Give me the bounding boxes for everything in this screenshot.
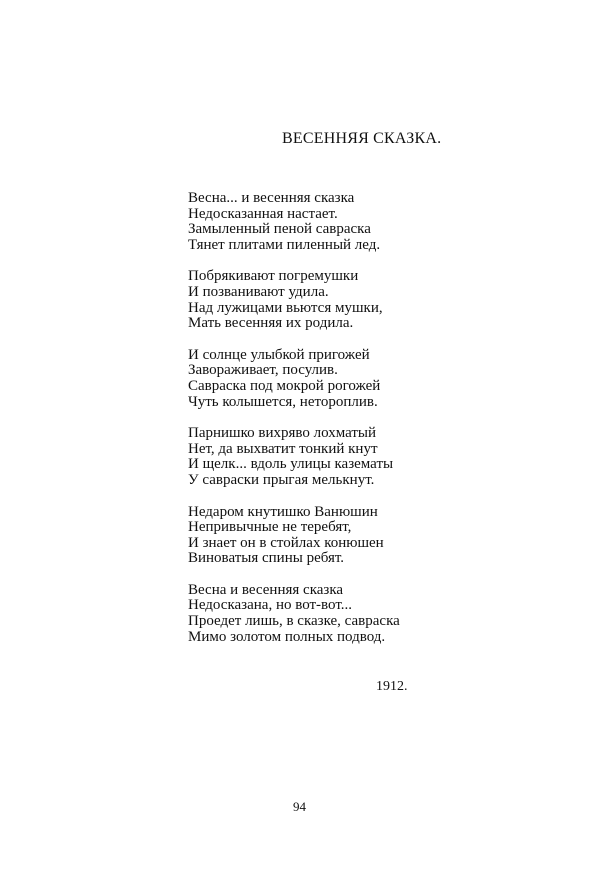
poem-line: У савраски прыгая мелькнут. — [188, 471, 375, 488]
poem-line: Завораживает, посулив. — [188, 362, 338, 379]
poem-line: И позванивают удила. — [188, 283, 329, 300]
poem-line: Тянет плитами пиленный лед. — [188, 236, 381, 253]
poem-line: И солнце улыбкой пригожей — [188, 346, 370, 363]
poem-line: Савраска под мокрой рогожей — [188, 377, 381, 394]
stanza-2 — [188, 269, 400, 331]
poem-line: Весна и весенняя сказка — [188, 581, 344, 598]
poem-line: Мимо золотом полных подвод. — [188, 628, 386, 645]
poem-line: Непривычные не теребят, — [188, 519, 352, 536]
page-number: 94 — [293, 799, 306, 814]
poem-date: 1912. — [376, 679, 408, 694]
poem-line: Недосказанная настает. — [188, 205, 338, 222]
stanza-5 — [188, 505, 400, 567]
poem-body — [188, 191, 400, 661]
poem-line: Недаром кнутишко Ванюшин — [188, 503, 378, 520]
stanza-1 — [188, 191, 400, 253]
poem-line: Чуть колышется, нетороплив. — [188, 393, 378, 410]
stanza-3 — [188, 348, 400, 410]
poem-line: Побрякивают погремушки — [188, 268, 359, 285]
poem-line: Над лужицами вьются мушки, — [188, 299, 383, 316]
poem-line: Парнишко вихряво лохматый — [188, 425, 377, 442]
poem-line: И щелк... вдоль улицы казематы — [188, 456, 394, 473]
stanza-6 — [188, 583, 400, 645]
poem-title: ВЕСЕННЯЯ СКАЗКА. — [282, 130, 442, 147]
poem-line: Нет, да выхватит тонкий кнут — [188, 440, 378, 457]
poem-line: Недосказана, но вот-вот... — [188, 597, 353, 614]
poem-line: Весна... и весенняя сказка — [188, 190, 355, 206]
poem-line: Проедет лишь, в сказке, савраска — [188, 613, 400, 630]
stanza-4 — [188, 426, 400, 488]
poem-line: И знает он в стойлах конюшен — [188, 534, 384, 551]
poem-line: Виноватыя спины ребят. — [188, 550, 345, 567]
poem-line: Замыленный пеной савраска — [188, 221, 371, 238]
poem-line: Мать весенняя их родила. — [188, 315, 354, 332]
